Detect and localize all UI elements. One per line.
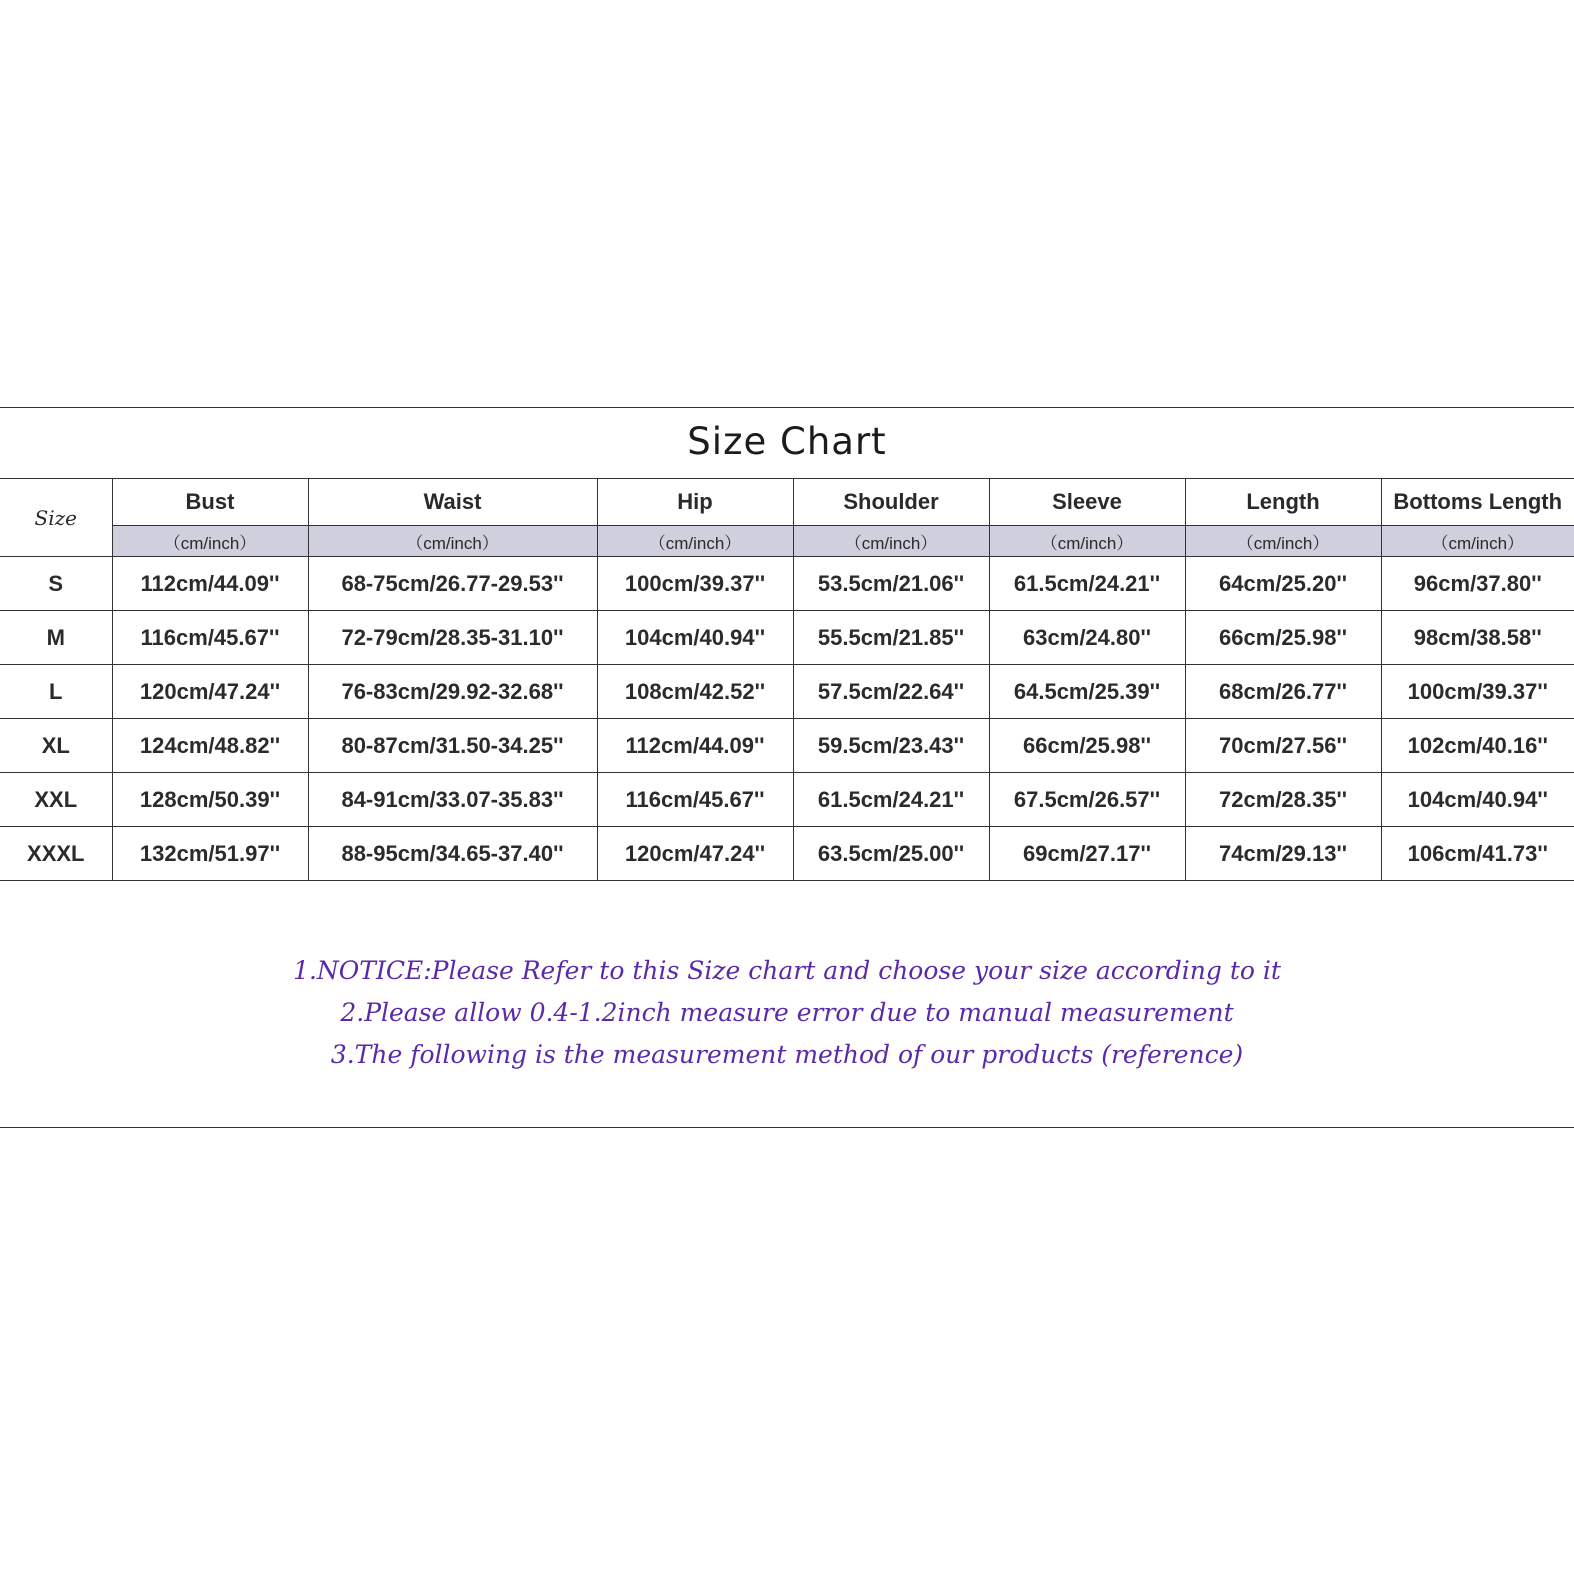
table-cell: 64.5cm/25.39'' <box>989 665 1185 719</box>
bottom-divider <box>0 1127 1574 1128</box>
top-divider <box>0 407 1574 408</box>
table-cell: 100cm/39.37'' <box>1381 665 1574 719</box>
table-cell: 61.5cm/24.21'' <box>793 773 989 827</box>
notice-block <box>0 950 1574 1076</box>
table-cell: 100cm/39.37'' <box>597 557 793 611</box>
notice-line: 1.NOTICE:Please Refer to this Size chart and choose your size according to it <box>293 956 1281 985</box>
column-header-shoulder: Shoulder <box>793 479 989 526</box>
table-cell: 102cm/40.16'' <box>1381 719 1574 773</box>
table-cell: 66cm/25.98'' <box>989 719 1185 773</box>
notice-line: 2.Please allow 0.4-1.2inch measure error due to manual measurement <box>340 998 1234 1027</box>
table-cell: 72cm/28.35'' <box>1185 773 1381 827</box>
unit-row <box>0 526 1574 557</box>
table-cell: 72-79cm/28.35-31.10'' <box>308 611 597 665</box>
table-cell: 69cm/27.17'' <box>989 827 1185 881</box>
table-cell: 120cm/47.24'' <box>112 665 308 719</box>
size-label: XXL <box>0 773 112 827</box>
table-cell: 68-75cm/26.77-29.53'' <box>308 557 597 611</box>
table-row <box>0 773 1574 827</box>
table-cell: 70cm/27.56'' <box>1185 719 1381 773</box>
table-cell: 57.5cm/22.64'' <box>793 665 989 719</box>
table-cell: 108cm/42.52'' <box>597 665 793 719</box>
table-cell: 74cm/29.13'' <box>1185 827 1381 881</box>
table-cell: 128cm/50.39'' <box>112 773 308 827</box>
table-cell: 64cm/25.20'' <box>1185 557 1381 611</box>
column-header-waist: Waist <box>308 479 597 526</box>
table-cell: 132cm/51.97'' <box>112 827 308 881</box>
table-cell: 112cm/44.09'' <box>112 557 308 611</box>
table-cell: 98cm/38.58'' <box>1381 611 1574 665</box>
table-cell: 84-91cm/33.07-35.83'' <box>308 773 597 827</box>
size-label: L <box>0 665 112 719</box>
table-cell: 68cm/26.77'' <box>1185 665 1381 719</box>
unit-label: （cm/inch） <box>308 526 597 557</box>
table-row <box>0 665 1574 719</box>
size-label: XXXL <box>0 827 112 881</box>
table-cell: 59.5cm/23.43'' <box>793 719 989 773</box>
header-row <box>0 479 1574 526</box>
unit-label: （cm/inch） <box>1185 526 1381 557</box>
table-cell: 106cm/41.73'' <box>1381 827 1574 881</box>
table-cell: 63.5cm/25.00'' <box>793 827 989 881</box>
table-cell: 116cm/45.67'' <box>597 773 793 827</box>
table-cell: 96cm/37.80'' <box>1381 557 1574 611</box>
size-table <box>0 478 1574 881</box>
column-header-bust: Bust <box>112 479 308 526</box>
table-cell: 112cm/44.09'' <box>597 719 793 773</box>
table-cell: 116cm/45.67'' <box>112 611 308 665</box>
table-row <box>0 611 1574 665</box>
column-header-sleeve: Sleeve <box>989 479 1185 526</box>
unit-label: （cm/inch） <box>112 526 308 557</box>
size-label: XL <box>0 719 112 773</box>
unit-label: （cm/inch） <box>597 526 793 557</box>
unit-label: （cm/inch） <box>1381 526 1574 557</box>
table-cell: 104cm/40.94'' <box>597 611 793 665</box>
table-cell: 61.5cm/24.21'' <box>989 557 1185 611</box>
column-header-bottoms-length: Bottoms Length <box>1381 479 1574 526</box>
table-cell: 67.5cm/26.57'' <box>989 773 1185 827</box>
table-cell: 53.5cm/21.06'' <box>793 557 989 611</box>
table-cell: 63cm/24.80'' <box>989 611 1185 665</box>
table-cell: 104cm/40.94'' <box>1381 773 1574 827</box>
column-header-length: Length <box>1185 479 1381 526</box>
page-title: Size Chart <box>687 420 887 463</box>
table-cell: 124cm/48.82'' <box>112 719 308 773</box>
notice-line: 3.The following is the measurement method of our products (reference) <box>330 1040 1244 1069</box>
table-cell: 120cm/47.24'' <box>597 827 793 881</box>
table-cell: 76-83cm/29.92-32.68'' <box>308 665 597 719</box>
table-row <box>0 827 1574 881</box>
size-label: M <box>0 611 112 665</box>
column-header-hip: Hip <box>597 479 793 526</box>
table-row <box>0 557 1574 611</box>
table-cell: 80-87cm/31.50-34.25'' <box>308 719 597 773</box>
table-row <box>0 719 1574 773</box>
unit-label: （cm/inch） <box>793 526 989 557</box>
table-cell: 55.5cm/21.85'' <box>793 611 989 665</box>
size-column-header: Size <box>0 479 112 557</box>
size-label: S <box>0 557 112 611</box>
unit-label: （cm/inch） <box>989 526 1185 557</box>
table-cell: 88-95cm/34.65-37.40'' <box>308 827 597 881</box>
table-cell: 66cm/25.98'' <box>1185 611 1381 665</box>
